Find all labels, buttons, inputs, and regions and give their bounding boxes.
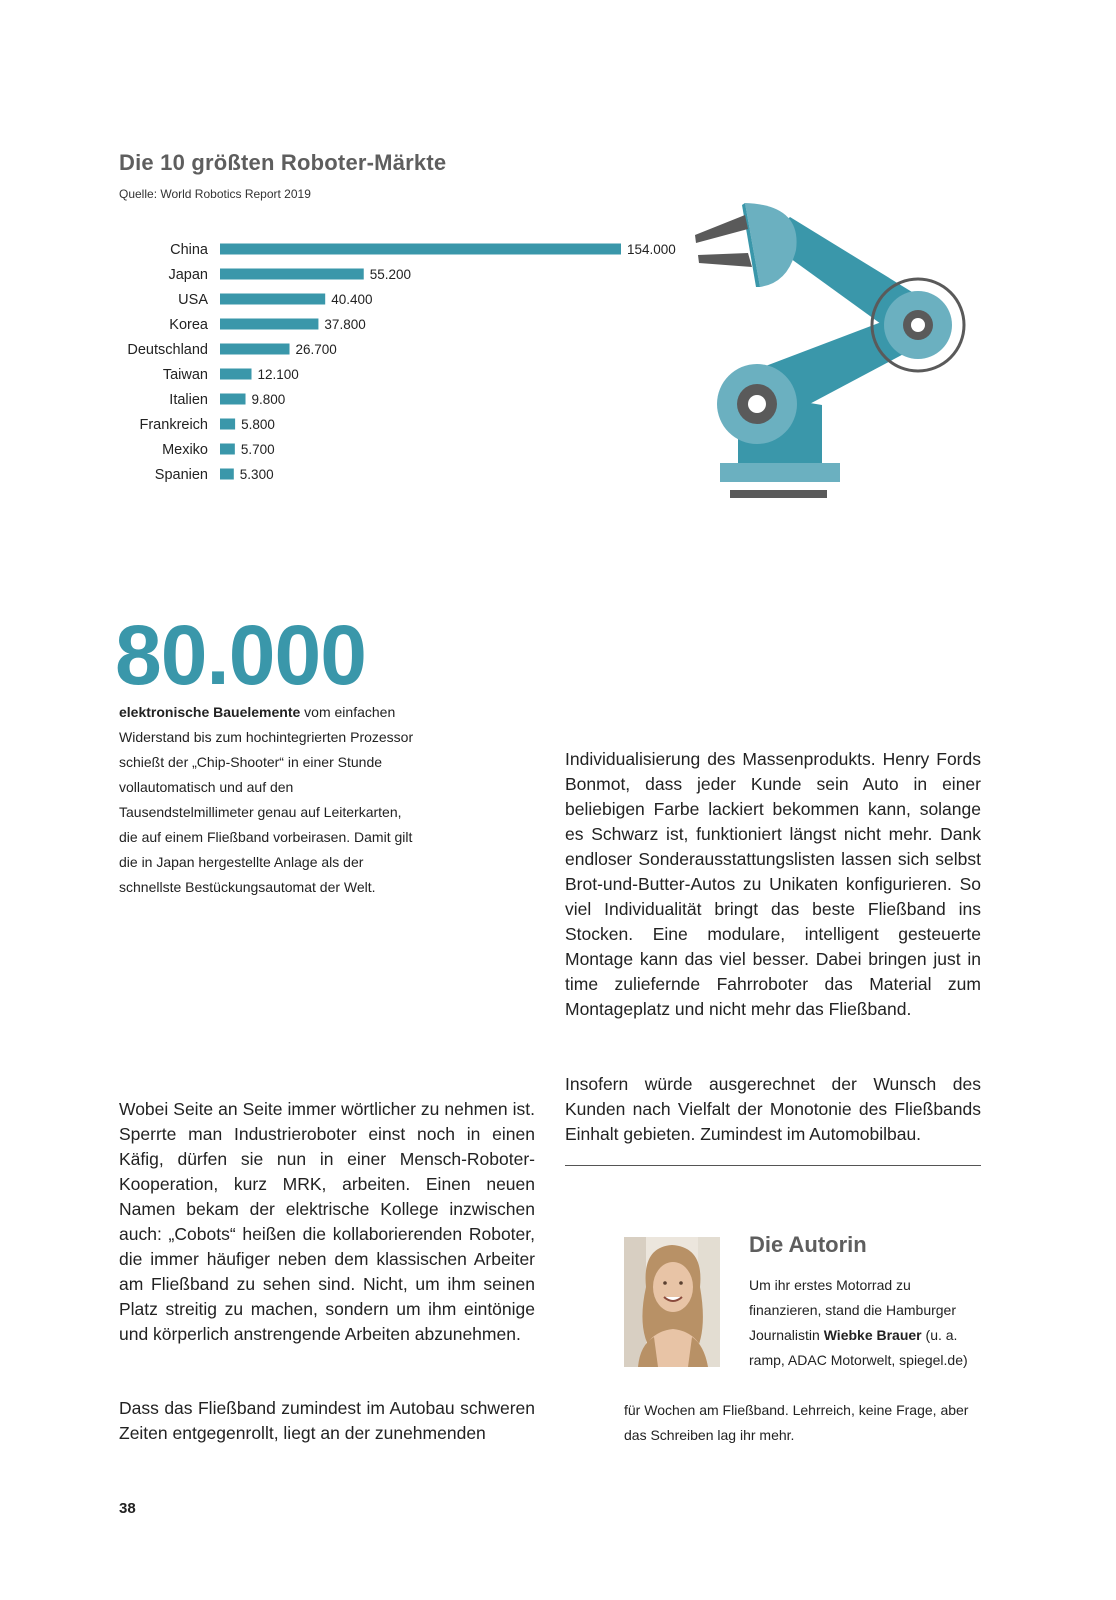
robot-arm-icon [690, 195, 980, 500]
author-heading: Die Autorin [749, 1232, 867, 1257]
chart-source: Quelle: World Robotics Report 2019 [119, 187, 311, 201]
value-label: 5.800 [241, 417, 275, 432]
bar [220, 294, 325, 305]
bar [220, 444, 235, 455]
value-label: 9.800 [251, 392, 286, 407]
value-label: 55.200 [369, 267, 412, 282]
bar [220, 469, 234, 480]
stat-number: 80.000 [115, 608, 366, 702]
value-label: 37.800 [324, 317, 366, 332]
body-paragraph-right-1: Individualisierung des Massenprodukts. Henry Fords Bonmot, dass jeder Kunde sein Auto in einer beliebigen Farbe lackiert bekommen kann, solange es Schwarz ist, funktioniert längst nicht mehr. Dank endloser Sonderausstattungslisten lassen sich selbst Brot-und-Butter-Autos zu Unikaten konfigurieren. So viel Individualität bringt das beste Fließband ins Stocken. Eine modulare, intelligent gesteuerte Montage kann das viel besser. Dabei bringen just in time zuliefernde Fahrroboter das Material zum Montageplatz und nicht mehr das Fließband. [565, 749, 981, 1019]
author-bio [749, 1273, 981, 1373]
bar [220, 369, 252, 380]
bar-chart [0, 230, 700, 490]
value-label: 154.000 [627, 242, 676, 257]
bar [220, 419, 235, 430]
body-paragraph-left-2: Dass das Fließband zumindest im Autobau schweren Zeiten entgegenrollt, liegt an der zunehmenden [119, 1398, 535, 1443]
category-label: China [170, 242, 208, 258]
category-label: Taiwan [162, 367, 208, 383]
stat-lead-bold: elektronische Bauelemente [119, 704, 301, 720]
stat-description [119, 700, 419, 900]
value-label: 12.100 [257, 367, 299, 382]
value-label: 5.300 [239, 467, 274, 482]
bar [220, 394, 246, 405]
body-paragraph-left-1: Wobei Seite an Seite immer wörtlicher zu nehmen ist. Sperrte man Industrieroboter einst noch in einen Käfig, dürfen sie nun in einer Mensch-Roboter-Kooperation, kurz MRK, arbeiten. Einen neuen Namen bekam der elektrische Kollege inzwischen auch: „Cobots“ heißen die kollaborierenden Roboter, die immer häufiger neben dem klassischen Arbeiter am Fließband zu sehen sind. Nicht, um ihm seinen Platz streitig zu machen, sondern um ihm eintönige und körperlich anstrengende Arbeiten abzunehmen. [119, 1099, 535, 1344]
value-label: 5.700 [240, 442, 275, 457]
category-label: Korea [169, 317, 208, 333]
bar [220, 319, 318, 330]
author-bio-part-2: (u. a. ramp, ADAC Motorwelt, spiegel.de) [749, 1327, 968, 1368]
author-portrait [624, 1237, 720, 1367]
divider [565, 1165, 981, 1166]
category-label: Deutschland [127, 342, 208, 358]
value-label: 40.400 [331, 292, 373, 307]
author-bio-part-1: Um ihr erstes Motorrad zu finanzieren, stand die Hamburger Journalistin [749, 1277, 957, 1343]
chart-title: Die 10 größten Roboter-Märkte [119, 150, 447, 175]
body-paragraph-right-2: Insofern würde ausgerechnet der Wunsch des Kunden nach Vielfalt der Monotonie des Fließbands Einhalt gebieten. Zumindest im Automobilbau. [565, 1074, 981, 1144]
category-label: Spanien [154, 467, 208, 483]
category-label: USA [178, 292, 208, 308]
category-label: Italien [169, 392, 208, 408]
bar [220, 269, 364, 280]
bar [220, 344, 290, 355]
category-label: Japan [168, 267, 208, 283]
value-label: 26.700 [295, 342, 337, 357]
category-label: Mexiko [162, 442, 208, 458]
stat-text: vom einfachen Widerstand bis zum hochintegrierten Prozessor schießt der „Chip-Shooter“ in einer Stunde vollautomatisch und auf den Tausendstelmillimeter genau auf Leiterkarten, die auf einem Fließband vorbeirasen. Damit gilt die in Japan hergestellte Anlage als der schnellste Bestückungsautomat der Welt. [119, 704, 414, 895]
author-bio-continued: für Wochen am Fließband. Lehrreich, keine Frage, aber das Schreiben lag ihr mehr. [624, 1402, 969, 1443]
page-number: 38 [119, 1500, 136, 1517]
author-name: Wiebke Brauer [823, 1327, 922, 1343]
bar [220, 244, 621, 255]
category-label: Frankreich [139, 417, 208, 433]
